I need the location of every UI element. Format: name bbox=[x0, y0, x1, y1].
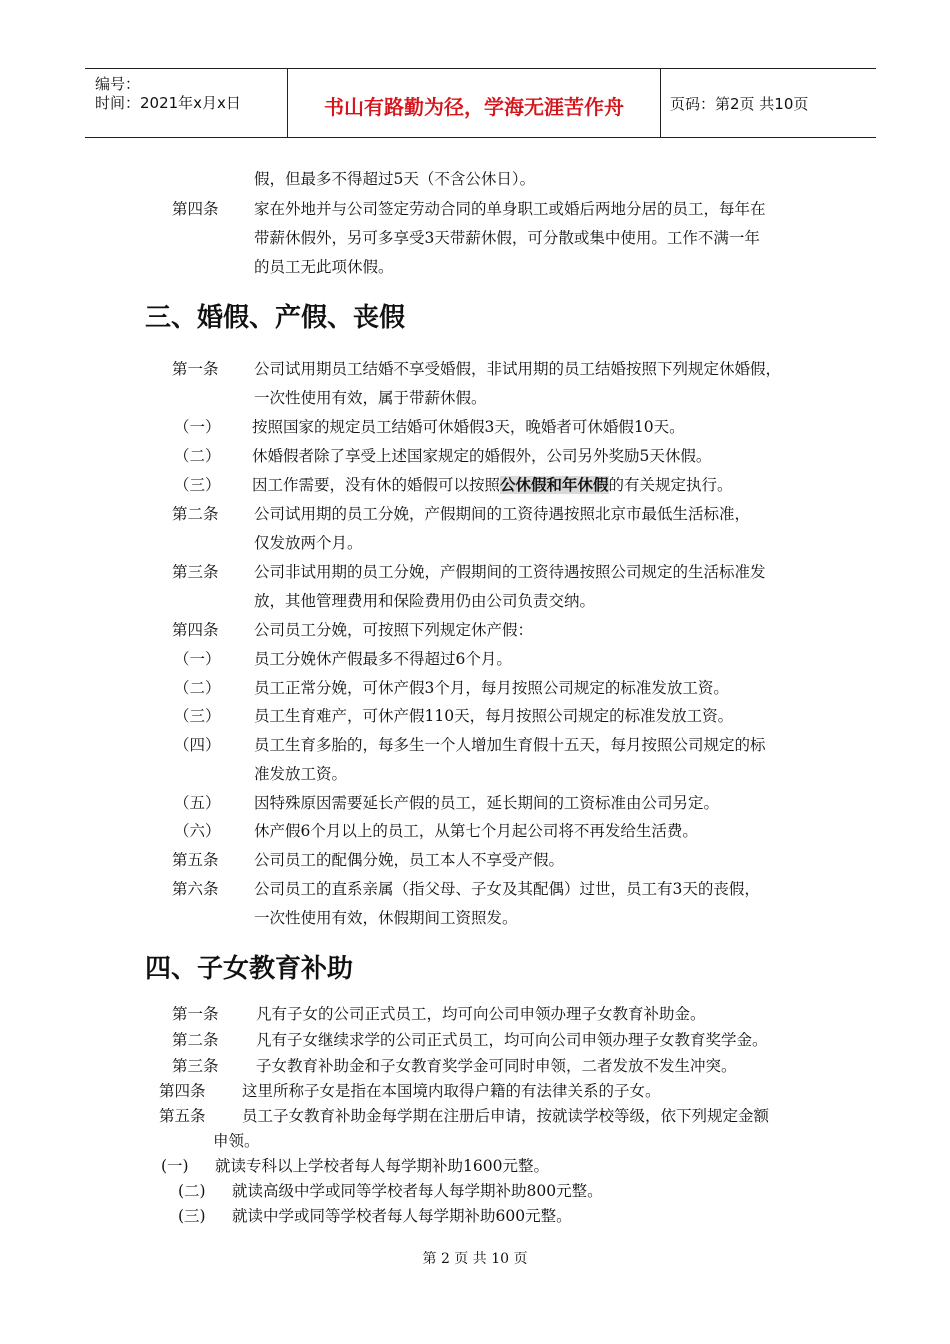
paragraph-line: 公司员工的配偶分娩，员工本人不享受产假。 bbox=[254, 851, 565, 869]
paragraph-line: 公司试用期员工结婚不享受婚假，非试用期的员工结婚按照下列规定休婚假， bbox=[254, 360, 782, 378]
paragraph-line: 就读中学或同等学校者每人每学期补助600元整。 bbox=[232, 1207, 572, 1225]
header-page-cell bbox=[660, 69, 876, 137]
item-label: （二） bbox=[174, 679, 221, 697]
paragraph-line: 家在外地并与公司签定劳动合同的单身职工或婚后两地分居的员工，每年在 bbox=[254, 200, 766, 218]
item-label: (二) bbox=[178, 1182, 206, 1200]
article-label: 第三条 bbox=[172, 1057, 219, 1075]
paragraph-line: 休产假6个月以上的员工，从第七个月起公司将不再发给生活费。 bbox=[254, 822, 698, 840]
paragraph-text: 因工作需要，没有休的婚假可以按照 bbox=[252, 476, 501, 494]
page-footer: 第 2 页 共 10 页 bbox=[422, 1251, 528, 1267]
paragraph-line: 申领。 bbox=[213, 1132, 260, 1150]
paragraph-line: 公司员工的直系亲属（指父母、子女及其配偶）过世，员工有3天的丧假， bbox=[254, 880, 760, 898]
paragraph-line: 就读高级中学或同等学校者每人每学期补助800元整。 bbox=[232, 1182, 603, 1200]
paragraph-line: 员工正常分娩，可休产假3个月，每月按照公司规定的标准发放工资。 bbox=[254, 679, 729, 697]
item-label: （二） bbox=[174, 447, 221, 465]
paragraph-line bbox=[252, 473, 733, 495]
paragraph-line: 凡有子女的公司正式员工，均可向公司申领办理子女教育补助金。 bbox=[256, 1005, 706, 1023]
item-label: （一） bbox=[174, 418, 221, 436]
paragraph-line: 放，其他管理费用和保险费用仍由公司负责交纳。 bbox=[254, 592, 596, 610]
item-label: (三) bbox=[178, 1207, 206, 1225]
paragraph-line: 一次性使用有效，属于带薪休假。 bbox=[254, 389, 487, 407]
document-number: 编号： bbox=[95, 75, 141, 93]
paragraph-line: 公司试用期的员工分娩，产假期间的工资待遇按照北京市最低生活标准， bbox=[254, 505, 751, 523]
paragraph-line: 这里所称子女是指在本国境内取得户籍的有法律关系的子女。 bbox=[242, 1082, 661, 1100]
paragraph-line: 休婚假者除了享受上述国家规定的婚假外，公司另外奖励5天休假。 bbox=[252, 447, 712, 465]
item-label: （四） bbox=[174, 736, 221, 754]
article-label: 第四条 bbox=[159, 1082, 206, 1100]
paragraph-line: 就读专科以上学校者每人每学期补助1600元整。 bbox=[215, 1157, 549, 1175]
paragraph-line: 一次性使用有效，休假期间工资照发。 bbox=[254, 909, 518, 927]
paragraph-line: 员工分娩休产假最多不得超过6个月。 bbox=[254, 650, 512, 668]
header-motto: 书山有路勤为径，学海无涯苦作舟 bbox=[324, 95, 624, 119]
item-label: （六） bbox=[174, 822, 221, 840]
item-label: （三） bbox=[174, 707, 221, 725]
paragraph-line: 员工生育多胎的，每多生一个人增加生育假十五天，每月按照公司规定的标 bbox=[254, 736, 766, 754]
item-label: (一) bbox=[161, 1157, 189, 1175]
article-label: 第六条 bbox=[172, 880, 219, 898]
paragraph-line: 公司员工分娩，可按照下列规定休产假： bbox=[254, 621, 534, 639]
article-label: 第二条 bbox=[172, 505, 219, 523]
paragraph-line: 员工子女教育补助金每学期在注册后申请，按就读学校等级，依下列规定金额 bbox=[242, 1107, 770, 1125]
article-label: 第一条 bbox=[172, 360, 219, 378]
article-label: 第四条 bbox=[172, 200, 219, 218]
page-header bbox=[85, 68, 876, 138]
paragraph-line: 按照国家的规定员工结婚可休婚假3天，晚婚者可休婚假10天。 bbox=[252, 418, 685, 436]
article-label: 第一条 bbox=[172, 1005, 219, 1023]
section-heading: 三、婚假、产假、丧假 bbox=[145, 303, 406, 333]
paragraph-line: 准发放工资。 bbox=[254, 765, 348, 783]
header-page-number: 页码：第2页 共10页 bbox=[670, 95, 809, 113]
paragraph-text: 的有关规定执行。 bbox=[608, 476, 733, 494]
header-meta-cell bbox=[85, 69, 287, 137]
document-time: 时间：2021年x月x日 bbox=[95, 94, 241, 112]
section-heading: 四、子女教育补助 bbox=[145, 954, 354, 984]
item-label: （一） bbox=[174, 650, 221, 668]
article-label: 第四条 bbox=[172, 621, 219, 639]
article-label: 第五条 bbox=[172, 851, 219, 869]
article-label: 第三条 bbox=[172, 563, 219, 581]
highlighted-term: 公休假和年休假 bbox=[500, 476, 609, 494]
paragraph-line: 子女教育补助金和子女教育奖学金可同时申领，二者发放不发生冲突。 bbox=[256, 1057, 737, 1075]
paragraph-line: 因特殊原因需要延长产假的员工，延长期间的工资标准由公司另定。 bbox=[254, 794, 720, 812]
article-label: 第二条 bbox=[172, 1031, 219, 1049]
paragraph-line: 带薪休假外，另可多享受3天带薪休假，可分散或集中使用。工作不满一年 bbox=[254, 229, 760, 247]
paragraph-line: 凡有子女继续求学的公司正式员工，均可向公司申领办理子女教育奖学金。 bbox=[256, 1031, 768, 1049]
paragraph-line: 员工生育难产，可休产假110天，每月按照公司规定的标准发放工资。 bbox=[254, 707, 734, 725]
item-label: （五） bbox=[174, 794, 221, 812]
paragraph-line: 公司非试用期的员工分娩，产假期间的工资待遇按照公司规定的生活标准发 bbox=[254, 563, 766, 581]
item-label: （三） bbox=[174, 476, 221, 494]
paragraph-line: 假，但最多不得超过5天（不含公休日）。 bbox=[254, 170, 536, 188]
article-label: 第五条 bbox=[159, 1107, 206, 1125]
paragraph-line: 仅发放两个月。 bbox=[254, 534, 363, 552]
paragraph-line: 的员工无此项休假。 bbox=[254, 258, 394, 276]
header-motto-cell bbox=[287, 69, 661, 137]
